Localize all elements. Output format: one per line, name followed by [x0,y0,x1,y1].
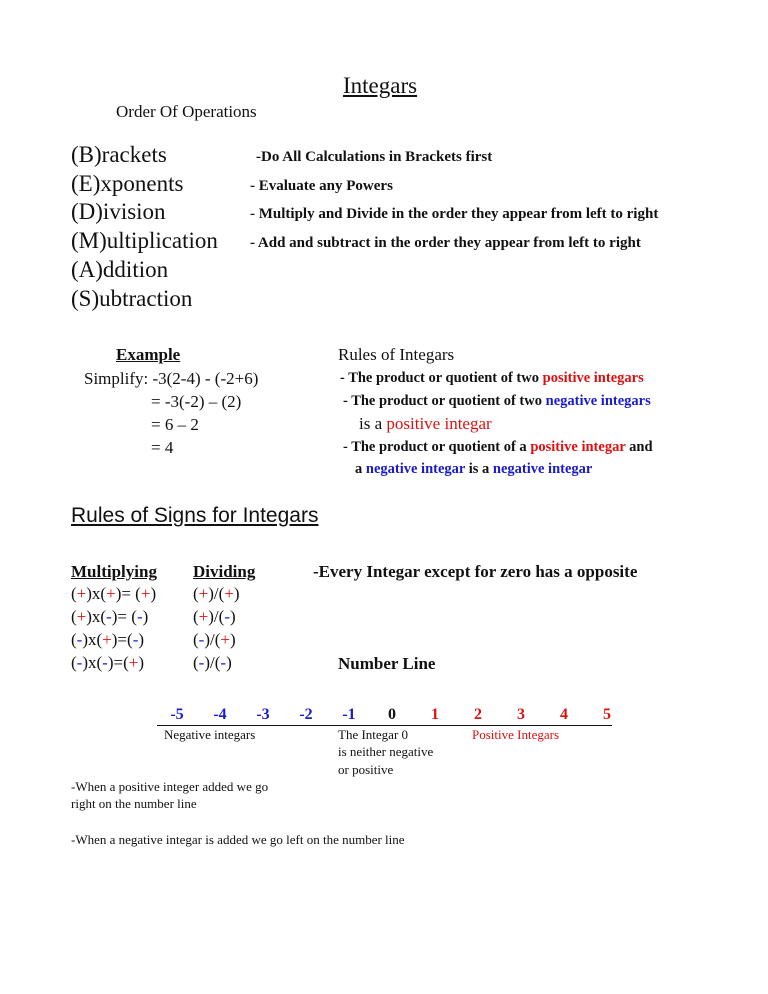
number-line-number: 0 [388,706,396,723]
minus-sign: - [220,653,227,672]
bedmas-term-subtraction: (S)ubtraction [71,286,193,311]
rule-text: is a [359,414,387,433]
number-line-axis [157,725,612,726]
dividing-rule-row [193,584,240,604]
minus-sign: - [76,653,83,672]
rule-text: a [355,461,366,477]
note-positive-added: -When a positive integer added we go [71,779,269,794]
zero-label: or positive [338,762,394,777]
dividing-rule-row [193,630,236,650]
number-line-number: -4 [213,706,227,723]
negative-integers-label: Negative integars [164,727,256,742]
multiplying-heading: Multiplying [71,562,157,581]
bracket-text: ) [226,653,232,672]
rule-two-negative-result [359,414,492,434]
dividing-heading: Dividing [193,562,256,581]
rule-two-negative [343,393,651,410]
bracket-text: ( [71,630,77,649]
bedmas-desc-brackets: -Do All Calculations in Brackets first [256,149,493,165]
example-line: Simplify: -3(2-4) - (-2+6) [84,369,259,388]
bracket-text: ) [233,584,240,603]
minus-sign: - [76,630,83,649]
minus-sign: - [198,630,205,649]
bracket-text: ) [229,607,236,626]
plus-sign: + [224,584,234,603]
note-negative-added: -When a negative integar is added we go left on the number line [71,832,405,847]
minus-sign: - [102,653,108,672]
bracket-text: ) [138,630,145,649]
example-line: = 4 [151,438,174,457]
bracket-text: ( [193,607,199,626]
number-line-number: -5 [170,706,184,723]
number-line-number: 2 [474,706,482,723]
bracket-text: )/( [204,630,221,649]
rule-text: - The product or quotient of two [343,393,546,409]
rules-heading: Rules of Integars [338,345,455,364]
plus-sign: + [128,653,139,672]
rule-text: - The product or quotient of two [340,370,543,386]
multiplying-rule-row [71,653,144,673]
dividing-rule-row [193,607,236,627]
rule-text: - The product or quotient of a [343,439,531,455]
plus-sign: + [106,584,116,603]
rule-mixed-signs [343,439,653,456]
minus-sign: - [198,653,205,672]
rule-positive-term: positive integar [386,414,492,433]
minus-sign: - [136,607,143,626]
bracket-text: ( [71,653,77,672]
number-line-number: -1 [342,706,356,723]
bedmas-desc-multiplication: - Add and subtract in the order they appear from left to right [250,235,641,251]
bracket-text: ( [71,607,77,626]
rule-negative-term: negative integar [365,461,466,477]
bedmas-term-division: (D)ivision [71,199,166,224]
opposite-note: -Every Integar except for zero has a opposite [313,562,638,581]
plus-sign: + [198,607,209,626]
example-heading: Example [116,345,181,364]
bracket-text: )/( [204,653,221,672]
number-line-number: 4 [560,706,568,723]
bracket-text: ( [71,584,77,603]
signs-heading: Rules of Signs for Integars [71,504,319,527]
bracket-text: )x( [86,584,107,603]
bedmas-term-brackets: (B)rackets [71,142,167,167]
bracket-text: )=( [111,630,133,649]
bracket-text: ) [229,630,236,649]
number-line-number: 3 [517,706,525,723]
bracket-text: ( [193,584,199,603]
plus-sign: + [76,584,87,603]
number-line-label: Number Line [338,654,436,673]
bedmas-term-multiplication: (M)ultiplication [71,228,218,253]
bedmas-term-exponents: (E)xponents [71,171,184,196]
plus-sign: + [220,630,230,649]
zero-label: is neither negative [338,744,434,759]
multiplying-rule-row [71,584,156,604]
number-line-number: 5 [603,706,611,723]
bedmas-desc-division: - Multiply and Divide in the order they appear from left to right [250,206,659,222]
plus-sign: + [76,607,87,626]
bracket-text: )= ( [115,584,141,603]
zero-label: The Integar 0 [338,727,409,742]
bracket-text: )/( [208,584,225,603]
bracket-text: )x( [82,630,103,649]
minus-sign: - [106,607,112,626]
number-line-number: -2 [299,706,313,723]
rule-positive-term: positive integars [542,370,644,386]
bracket-text: ) [150,584,157,603]
plus-sign: + [102,630,112,649]
plus-sign: + [198,584,209,603]
bracket-text: )=( [107,653,129,672]
rule-negative-term: negative integar [492,461,593,477]
rule-text: and [625,439,653,455]
example-line: = -3(-2) – (2) [151,392,242,411]
rule-text: is a [465,461,493,477]
minus-sign: - [132,630,139,649]
example-line: = 6 – 2 [151,415,199,434]
minus-sign: - [224,607,230,626]
positive-integers-label: Positive Integars [472,727,560,742]
bracket-text: )x( [82,653,103,672]
bracket-text: ( [193,653,199,672]
order-of-operations-heading: Order Of Operations [116,102,257,121]
rule-two-positive [340,370,644,387]
bracket-text: )/( [208,607,225,626]
bracket-text: ( [193,630,199,649]
rule-mixed-signs-result [355,461,592,478]
dividing-rule-row [193,653,232,673]
number-line-number: -3 [256,706,270,723]
bedmas-desc-exponents: - Evaluate any Powers [250,178,393,194]
plus-sign: + [140,584,151,603]
bracket-text: )x( [86,607,107,626]
multiplying-rule-row [71,630,144,650]
page-title: Integars [343,73,418,98]
number-line-number: 1 [431,706,439,723]
note-positive-added: right on the number line [71,796,197,811]
rule-positive-term: positive integar [530,439,626,455]
multiplying-rule-row [71,607,148,627]
bracket-text: ) [138,653,145,672]
bracket-text: ) [142,607,149,626]
bedmas-term-addition: (A)ddition [71,257,169,282]
bracket-text: )= ( [111,607,137,626]
rule-negative-term: negative integars [545,393,651,409]
